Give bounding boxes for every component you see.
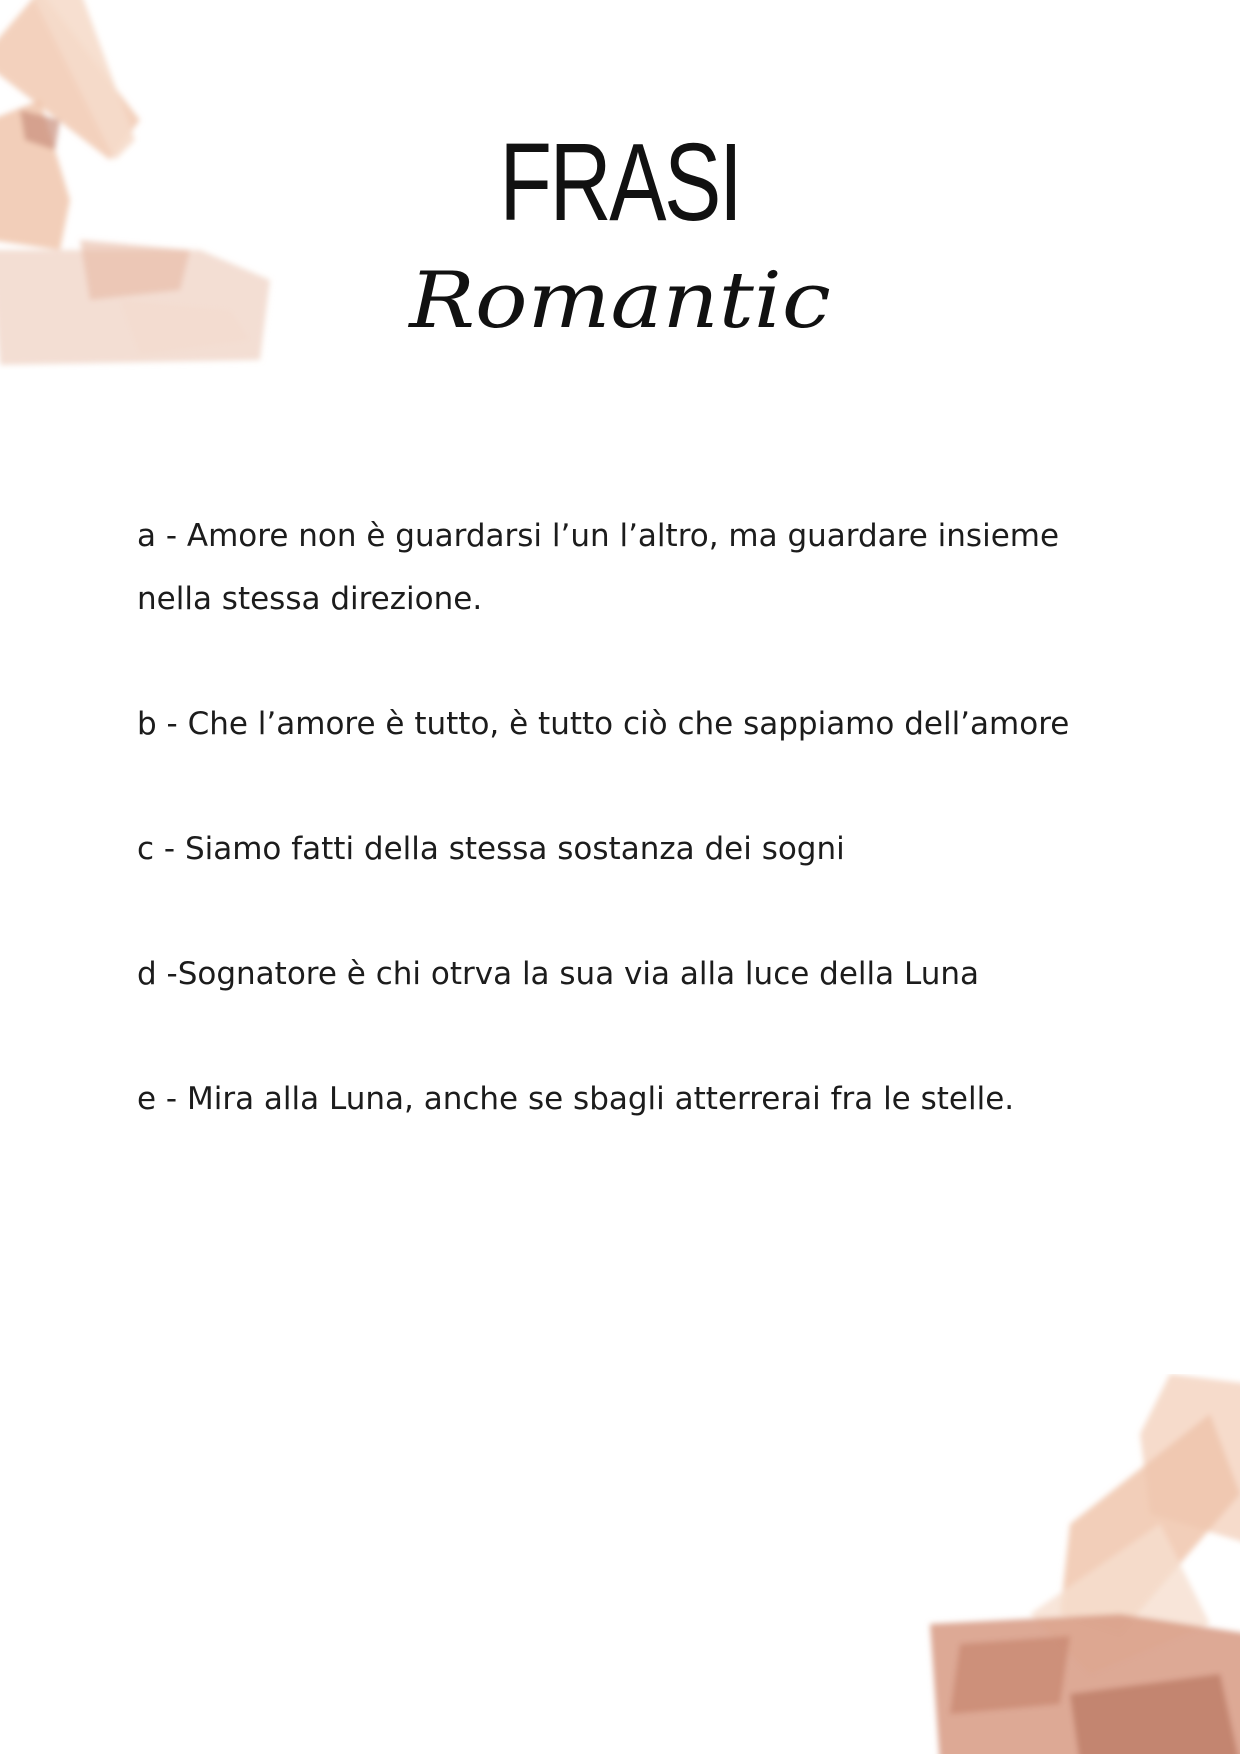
quote-item-b: [137, 693, 1137, 756]
quote-line: nella stessa direzione.: [137, 581, 483, 617]
quote-item-a: [137, 505, 1137, 631]
watercolor-brush-bottom-right: [920, 1374, 1240, 1754]
quote-line: d -Sognatore è chi otrva la sua via alla luce della Luna: [137, 956, 980, 992]
quote-line: c - Siamo fatti della stessa sostanza dei sogni: [137, 831, 845, 867]
quote-item-d: [137, 943, 1137, 1006]
quote-line: b - Che l’amore è tutto, è tutto ciò che sappiamo dell’amore: [137, 706, 1070, 742]
quotes-list: [137, 505, 1137, 1193]
quote-line: e - Mira alla Luna, anche se sbagli atterrerai fra le stelle.: [137, 1081, 1015, 1117]
quote-item-e: [137, 1068, 1137, 1131]
quote-item-c: [137, 818, 1137, 881]
page-subtitle-script: Romantic: [409, 256, 831, 346]
page-title: FRASI: [499, 121, 741, 244]
quote-line: a - Amore non è guardarsi l’un l’altro, ma guardare insieme: [137, 518, 1060, 554]
